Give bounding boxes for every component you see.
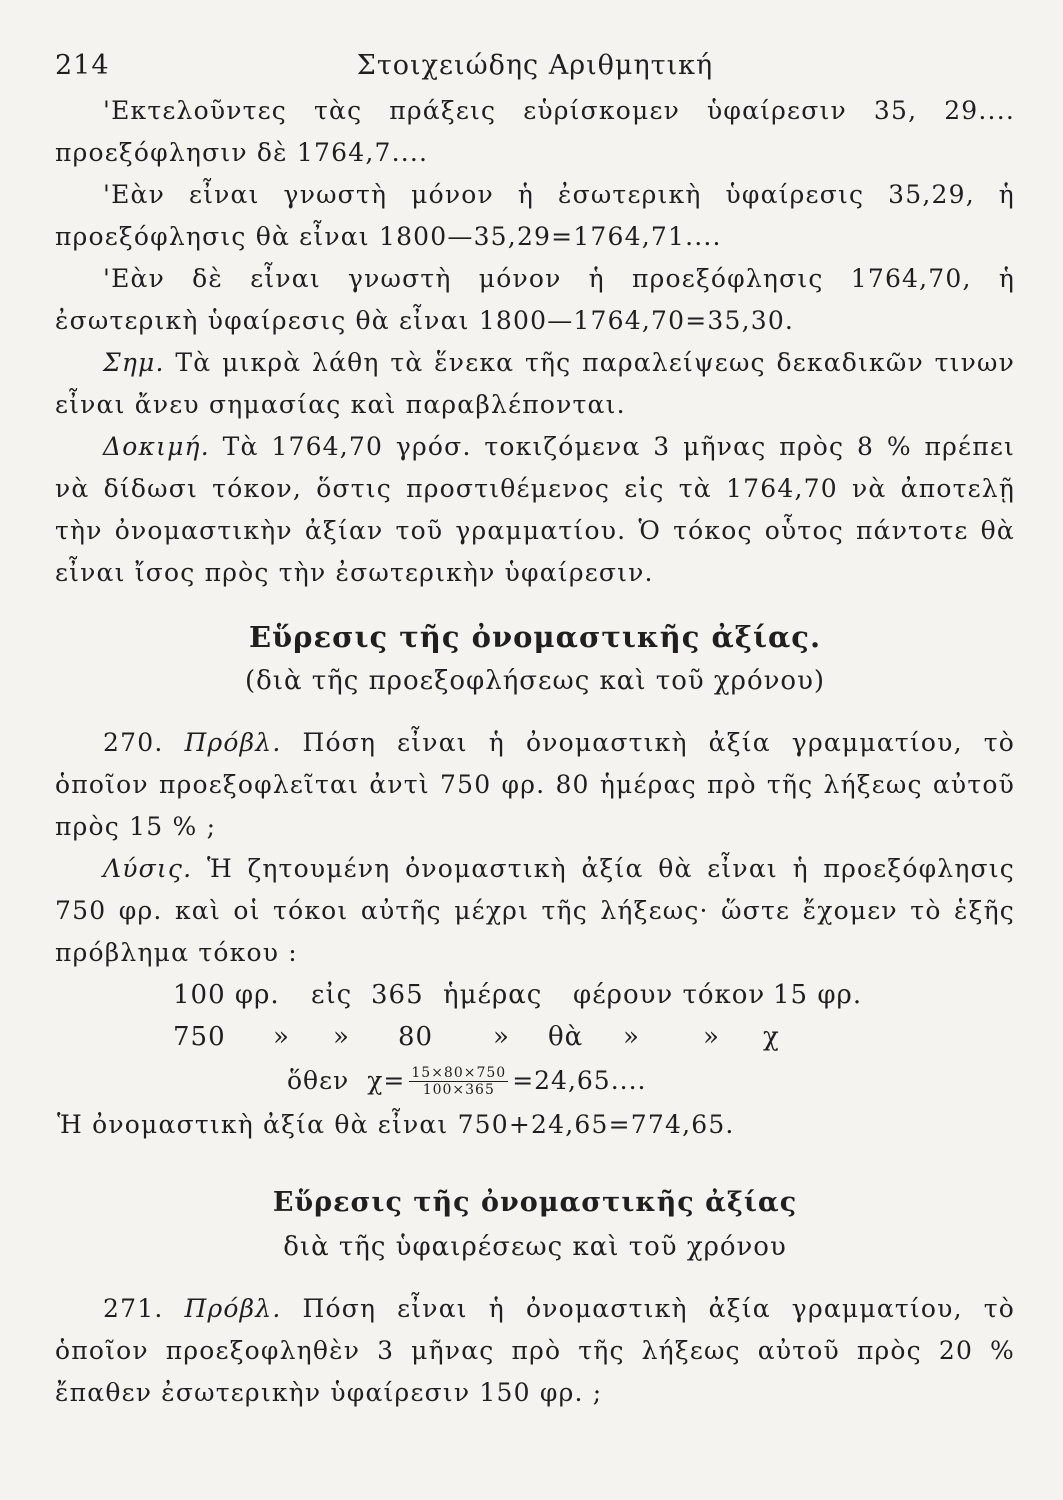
cell: ἡμέρας bbox=[443, 980, 543, 1010]
cell: 365 bbox=[371, 980, 424, 1010]
paragraph-inner-discount-known: 'Εὰν εἶναι γνωστὴ μόνον ἡ ἐσωτερικὴ ὑφαίρεσις 35,29, ἡ προεξόφλησις θὰ εἶναι 1800—35,29=1764,71.... bbox=[55, 180, 1015, 251]
paragraph-discount-known: 'Εὰν δὲ εἶναι γνωστὴ μόνον ἡ προεξόφλησις 1764,70, ἡ ἐσωτερικὴ ὑφαίρεσις θὰ εἶναι 1800—1764,70=35,30. bbox=[55, 264, 1015, 335]
problem-270-number: 270. bbox=[103, 728, 164, 757]
cell: χ bbox=[763, 1022, 780, 1052]
cell: 750 bbox=[173, 1022, 226, 1052]
solution-270 bbox=[55, 848, 1015, 974]
cell: 80 bbox=[398, 1022, 434, 1052]
cell: » bbox=[333, 1022, 350, 1052]
cell: θὰ bbox=[548, 1022, 584, 1052]
running-title: Στοιχειώδης Αριθμητική bbox=[356, 50, 714, 81]
note-paragraph bbox=[55, 342, 1015, 426]
problem-270-text: Πόση εἶναι ἡ ὀνομαστικὴ ἀξία γραμματίου, τὸ ὁποῖον προεξοφλεῖται ἀντὶ 750 φρ. 80 ἡμέρας πρὸ τῆς λήξεως αὐτοῦ πρὸς 15 % ; bbox=[55, 728, 1015, 841]
section-subheading-1: (διὰ τῆς προεξοφλήσεως καὶ τοῦ χρόνου) bbox=[244, 666, 826, 696]
running-header bbox=[55, 50, 1015, 90]
paragraph-results: 'Εκτελοῦντες τὰς πράξεις εὑρίσκομεν ὑφαίρεσιν 35, 29.... προεξόφλησιν δὲ 1764,7.... bbox=[55, 96, 1015, 167]
cell: » bbox=[493, 1022, 510, 1052]
note-text: Τὰ μικρὰ λάθη τὰ ἕνεκα τῆς παραλείψεως δεκαδικῶν τινων εἶναι ἄνευ σημασίας καὶ παραβλέπονται. bbox=[55, 348, 1015, 419]
check-label: Δοκιμή. bbox=[103, 432, 210, 461]
proportion-row-2 bbox=[173, 1016, 1015, 1058]
page-number: 214 bbox=[55, 50, 110, 81]
formula-variable: χ= bbox=[367, 1066, 406, 1095]
check-text: Τὰ 1764,70 γρόσ. τοκιζόμενα 3 μῆνας πρὸς 8 % πρέπει νὰ δίδωσι τόκον, ὅστις προστιθέμενος εἰς τὰ 1764,70 νὰ ἀποτελῇ τὴν ὀνομαστικὴν ἀξίαν τοῦ γραμματίου. Ὁ τόκος οὗτος πάντοτε θὰ εἶναι ἴσος πρὸς τὴν ἐσωτερικὴν ὑφαίρεσιν. bbox=[55, 432, 1015, 587]
proportion-row-1 bbox=[173, 974, 1015, 1016]
problem-271 bbox=[55, 1288, 1015, 1414]
fraction-numerator: 15×80×750 bbox=[411, 1064, 507, 1081]
solution-270-text: Ἡ ζητουμένη ὀνομαστικὴ ἀξία θὰ εἶναι ἡ προεξόφλησις 750 φρ. καὶ οἱ τόκοι αὐτῆς μέχρι τῆς λήξεως· ὥστε ἔχομεν τὸ ἑξῆς πρόβλημα τόκου : bbox=[55, 854, 1015, 967]
cell: » bbox=[273, 1022, 290, 1052]
section-heading-2: Εὕρεσις τῆς ὀνομαστικῆς ἀξίας bbox=[272, 1187, 798, 1218]
cell: 100 φρ. bbox=[173, 980, 280, 1010]
formula-prefix: ὅθεν bbox=[287, 1066, 350, 1095]
solution-270-label: Λύσις. bbox=[103, 854, 193, 883]
formula bbox=[287, 1058, 1015, 1104]
check-paragraph bbox=[55, 426, 1015, 594]
problem-271-number: 271. bbox=[103, 1294, 164, 1323]
section-subheading-2: διὰ τῆς ὑφαιρέσεως καὶ τοῦ χρόνου bbox=[283, 1232, 787, 1262]
fraction-denominator: 100×365 bbox=[422, 1081, 495, 1098]
note-label: Σημ. bbox=[103, 348, 165, 377]
result-270: Ἡ ὀνομαστικὴ ἀξία θὰ εἶναι 750+24,65=774,65. bbox=[57, 1110, 735, 1139]
formula-result: =24,65.... bbox=[512, 1066, 647, 1095]
fraction bbox=[409, 1065, 508, 1098]
cell: » bbox=[703, 1022, 720, 1052]
cell: εἰς bbox=[311, 980, 353, 1010]
problem-270-label: Πρόβλ. bbox=[184, 728, 282, 757]
problem-271-label: Πρόβλ. bbox=[184, 1294, 282, 1323]
problem-271-text: Πόση εἶναι ἡ ὀνομαστικὴ ἀξία γραμματίου, τὸ ὁποῖον προεξοφληθὲν 3 μῆνας πρὸ τῆς λήξεως αὐτοῦ πρὸς 20 % ἔπαθεν ἐσωτερικὴν ὑφαίρεσιν 150 φρ. ; bbox=[55, 1294, 1015, 1407]
cell: » bbox=[623, 1022, 640, 1052]
cell: φέρουν τόκον bbox=[573, 980, 766, 1010]
problem-270 bbox=[55, 722, 1015, 848]
section-heading-1: Εὕρεσις τῆς ὀνομαστικῆς ἀξίας. bbox=[248, 620, 822, 654]
cell: 15 φρ. bbox=[773, 980, 863, 1010]
